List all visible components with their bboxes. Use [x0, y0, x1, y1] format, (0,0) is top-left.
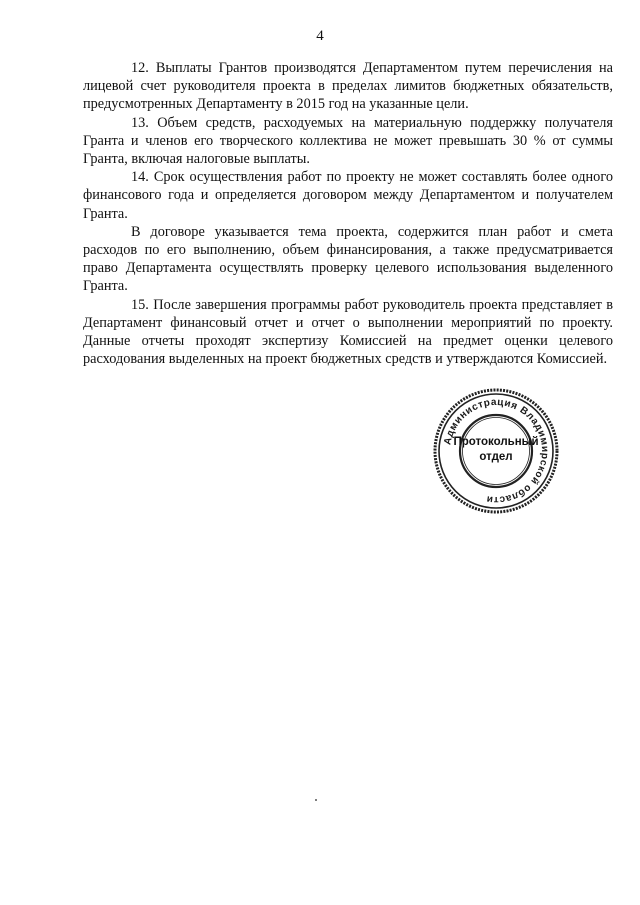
paragraph-15: 15. После завершения программы работ руководитель проекта представляет в Департамент финансовый отчет и отчет о выполнении мероприятий по проекту. Данные отчеты проходят экспертизу Комиссией на предмет оценки целевого расходования выделенных на проект бюджетных средств и утверждаются Комиссией.	[83, 296, 613, 368]
page-number: 4	[316, 28, 324, 44]
stamp-center-line-2: отдел	[479, 451, 513, 463]
stamp-ring-text: Администрация Владимирской области	[442, 396, 551, 506]
paragraph-13: 13. Объем средств, расходуемых на материальную поддержку получателя Гранта и членов его творческого коллектива не может превышать 30 % от суммы Гранта, включая налоговые выплаты.	[83, 114, 613, 168]
paragraph-contract: В договоре указывается тема проекта, содержится план работ и смета расходов по его выполнению, объем финансирования, а также предусматривается право Департамента осуществлять проверку целевого использования выделенного Гранта.	[83, 223, 613, 295]
official-stamp	[432, 387, 560, 515]
stamp-center-label	[451, 428, 541, 472]
scan-speck	[315, 799, 317, 801]
paragraph-12: 12. Выплаты Грантов производятся Департаментом путем перечисления на лицевой счет руководителя проекта в пределах лимитов бюджетных обязательств, предусмотренных Департаменту в 2015 год на указанные цели.	[83, 60, 613, 113]
paragraph-14: 14. Срок осуществления работ по проекту не может составлять более одного финансового года и определяется договором между Департаментом и получателем Гранта.	[83, 169, 613, 222]
stamp-center-line-1: Протокольный	[453, 436, 539, 448]
document-body	[83, 59, 613, 368]
